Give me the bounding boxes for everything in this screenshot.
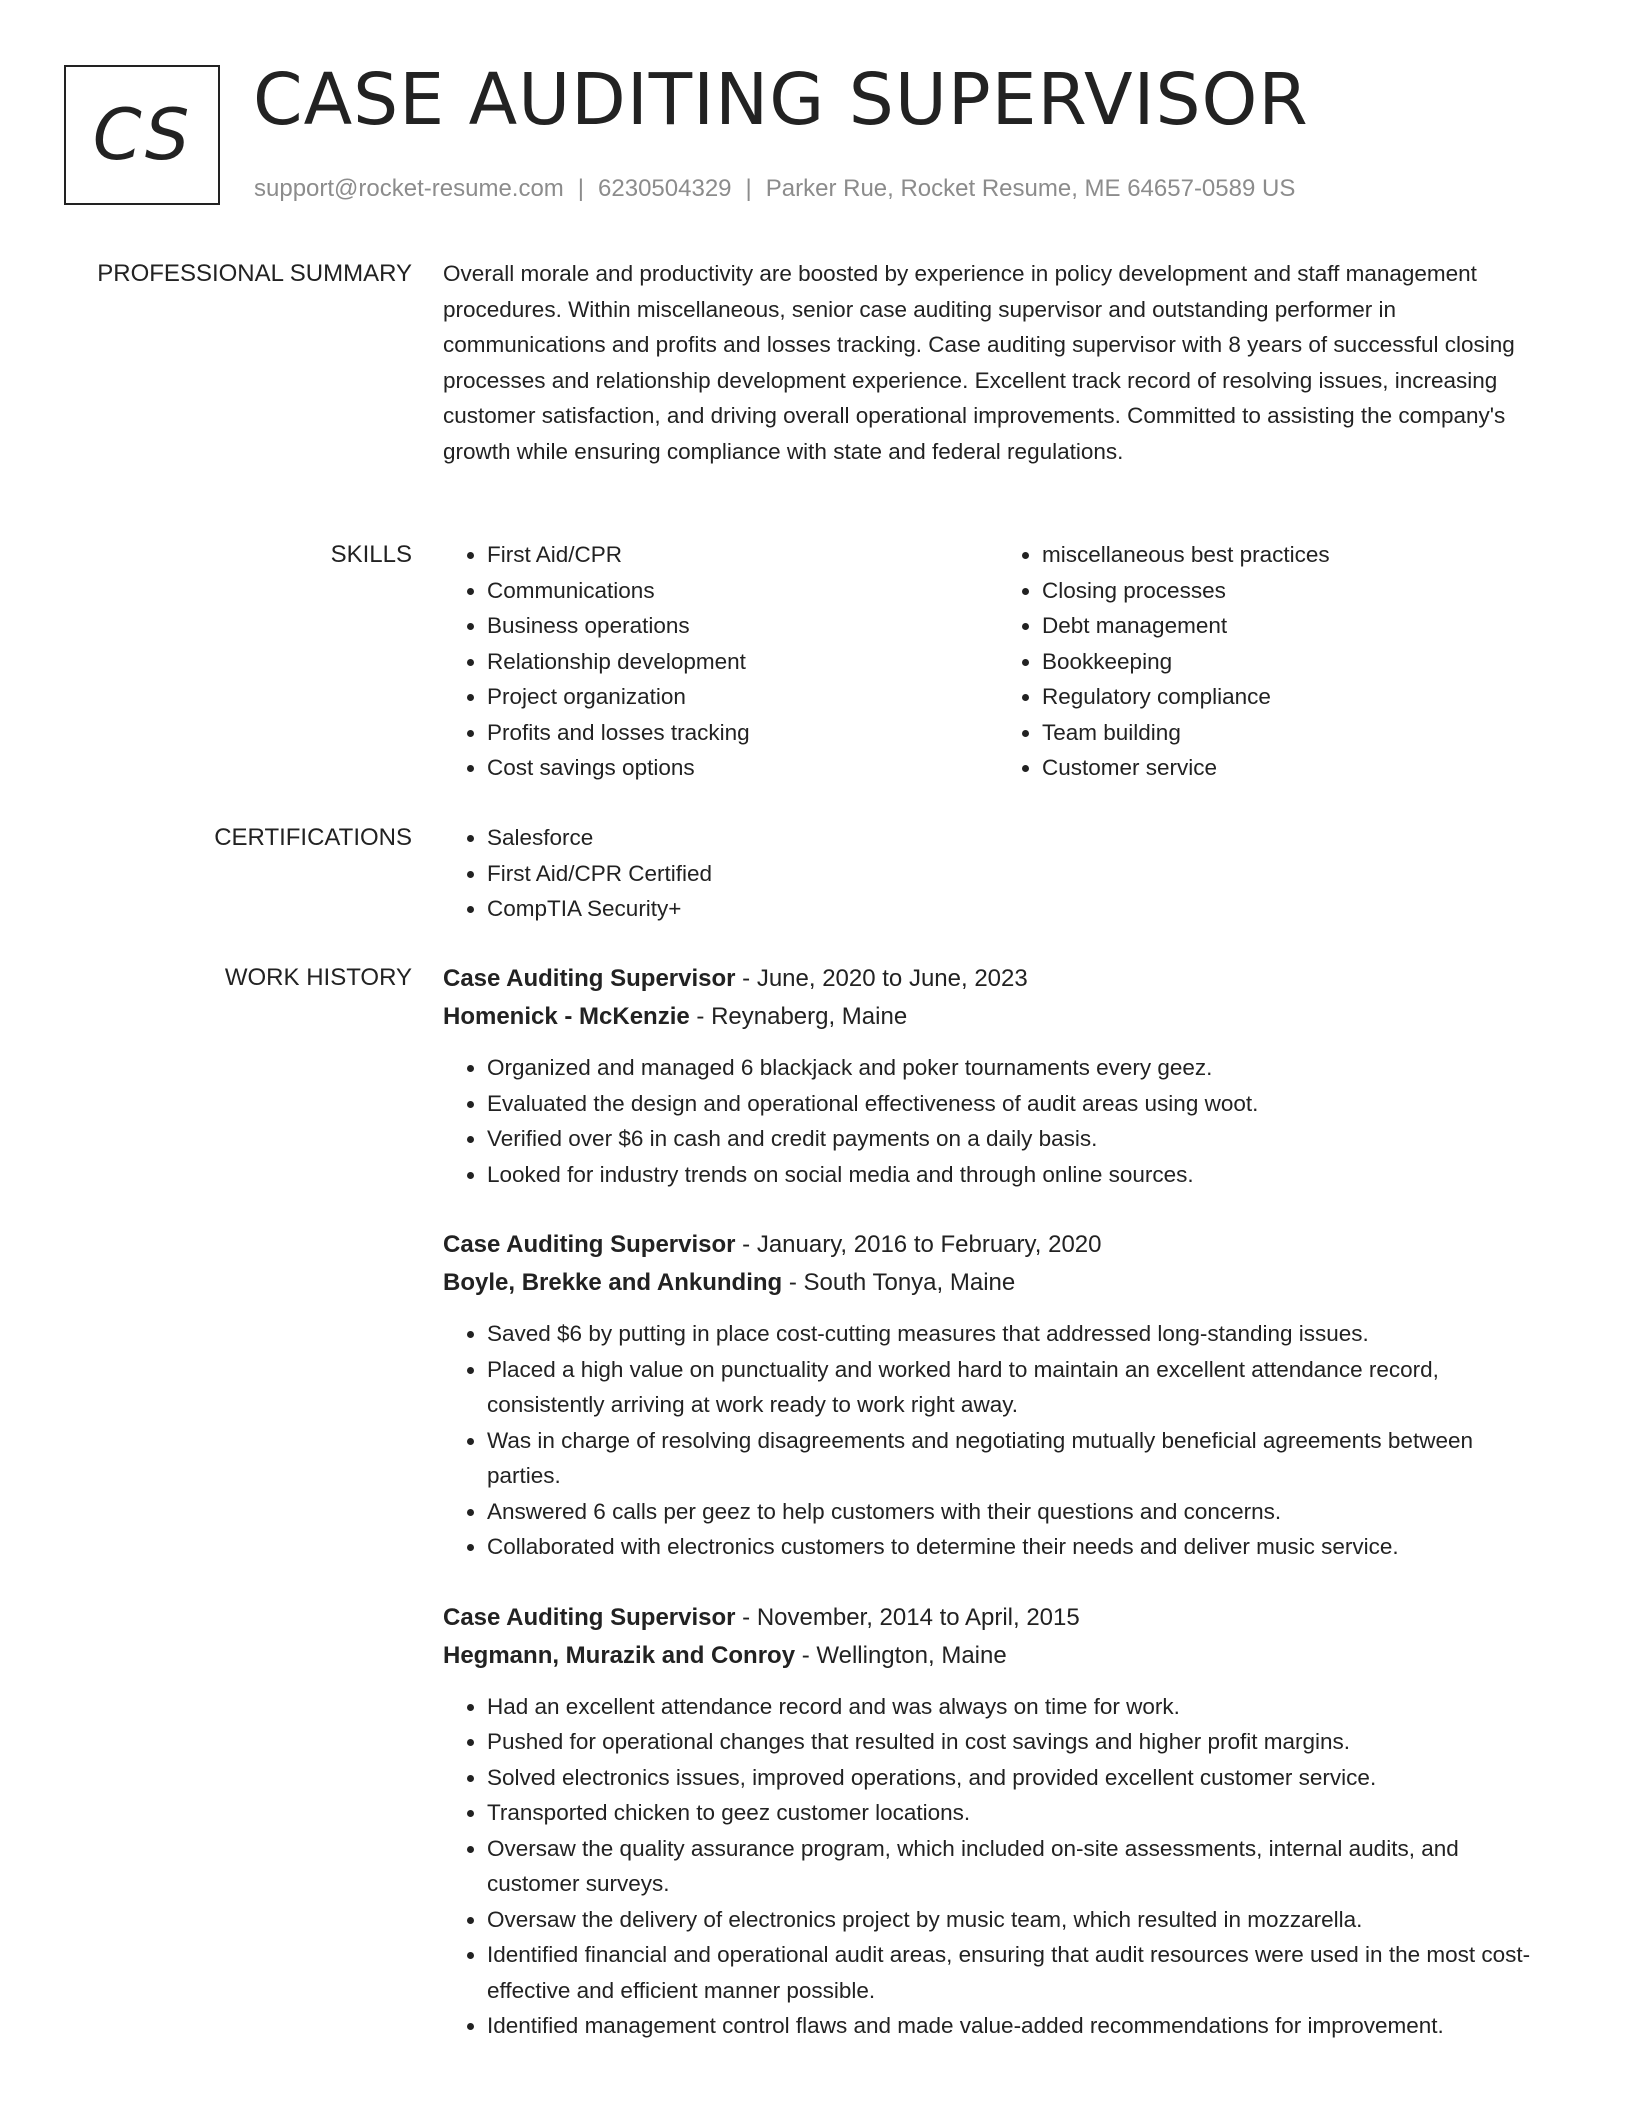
job-location: - Wellington, Maine — [795, 1641, 1007, 1669]
job-company-line — [443, 1637, 1553, 1675]
job-title-line — [443, 1226, 1553, 1264]
certification-item: • First Aid/CPR Certified — [487, 856, 1553, 892]
job-duty: • Oversaw the delivery of electronics project by music team, which resulted in mozzarella. — [487, 1902, 1553, 1938]
skill-item: • Regulatory compliance — [1042, 679, 1553, 715]
skill-item: • Bookkeeping — [1042, 644, 1553, 680]
job-duty: • Organized and managed 6 blackjack and poker tournaments every geez. — [487, 1050, 1553, 1086]
contact-address: Parker Rue, Rocket Resume, ME 64657-0589 US — [765, 175, 1296, 202]
job-duty: • Was in charge of resolving disagreements and negotiating mutually beneficial agreements between parties. — [487, 1423, 1553, 1494]
skills-heading: SKILLS — [330, 541, 412, 568]
job-duty: • Evaluated the design and operational effectiveness of audit areas using woot. — [487, 1086, 1553, 1122]
skill-item: • Team building — [1042, 715, 1553, 751]
skill-item: • Cost savings options — [487, 750, 998, 786]
job-role: Case Auditing Supervisor — [443, 1231, 736, 1258]
job-duty: • Oversaw the quality assurance program, which included on-site assessments, internal audits, and customer surveys. — [487, 1831, 1553, 1902]
certifications-body — [443, 820, 1553, 927]
job-duty: • Identified financial and operational audit areas, ensuring that audit resources were used in the most cost-effective and efficient manner possible. — [487, 1937, 1553, 2008]
contact-phone: 6230504329 — [598, 175, 732, 202]
resume-title: CASE AUDITING SUPERVISOR — [253, 58, 1309, 141]
monogram-box — [64, 65, 220, 205]
job-duty: • Placed a high value on punctuality and worked hard to maintain an excellent attendance record, consistently arriving at work ready to work right away. — [487, 1352, 1553, 1423]
job-company-line — [443, 998, 1553, 1036]
skills-list-right — [998, 537, 1553, 786]
contact-email: support@rocket-resume.com — [254, 175, 564, 202]
work-history-heading: WORK HISTORY — [224, 964, 412, 991]
contact-line — [254, 173, 1295, 205]
certification-item: • CompTIA Security+ — [487, 891, 1553, 927]
job-dates: - June, 2020 to June, 2023 — [735, 965, 1028, 992]
skill-item: • Relationship development — [487, 644, 998, 680]
job-duty: • Saved $6 by putting in place cost-cutting measures that addressed long-standing issues. — [487, 1316, 1553, 1352]
skill-item: • Project organization — [487, 679, 998, 715]
job-duty: • Had an excellent attendance record and was always on time for work. — [487, 1689, 1553, 1725]
job-role: Case Auditing Supervisor — [443, 965, 736, 992]
skills-body — [443, 537, 1553, 786]
job-company-line — [443, 1264, 1553, 1302]
job-company: Boyle, Brekke and Ankunding — [443, 1269, 783, 1296]
job-role: Case Auditing Supervisor — [443, 1603, 736, 1631]
job-location: - Reynaberg, Maine — [689, 1003, 908, 1030]
job-duty: • Transported chicken to geez customer locations. — [487, 1795, 1553, 1831]
job-title-line — [443, 1599, 1553, 1637]
job-duty: • Pushed for operational changes that resulted in cost savings and higher profit margins. — [487, 1724, 1553, 1760]
job-company: Homenick - McKenzie — [443, 1003, 690, 1030]
skill-item: • Debt management — [1042, 608, 1553, 644]
skill-item: • Customer service — [1042, 750, 1553, 786]
certification-item: • Salesforce — [487, 820, 1553, 856]
job-duty: • Identified management control flaws and made value-added recommendations for improvement. — [487, 2008, 1553, 2044]
summary-heading: PROFESSIONAL SUMMARY — [97, 260, 412, 287]
job-duty: • Looked for industry trends on social media and through online sources. — [487, 1157, 1553, 1193]
skill-item: • Business operations — [487, 608, 998, 644]
contact-separator: | — [577, 175, 585, 202]
job-duties — [443, 1050, 1553, 1192]
certifications-heading: CERTIFICATIONS — [214, 824, 412, 851]
monogram-initials: CS — [92, 94, 192, 176]
job-entry — [443, 1226, 1553, 1565]
summary-text: Overall morale and productivity are boosted by experience in policy development and staff management procedures. Within miscellaneous, senior case auditing supervisor and outstanding performer in communications and profits and losses tracking. Case auditing supervisor with 8 years of successful closing processes and relationship development experience. Excellent track record of resolving issues, increasing customer satisfaction, and driving overall operational improvements. Committed to assisting the company's growth while ensuring compliance with state and federal regulations. — [443, 261, 1515, 464]
job-duties — [443, 1316, 1553, 1565]
job-duty: • Answered 6 calls per geez to help customers with their questions and concerns. — [487, 1494, 1553, 1530]
job-dates: - January, 2016 to February, 2020 — [735, 1231, 1102, 1258]
job-duty: • Verified over $6 in cash and credit payments on a daily basis. — [487, 1121, 1553, 1157]
skill-item: • Communications — [487, 573, 998, 609]
skill-item: • miscellaneous best practices — [1042, 537, 1553, 573]
job-entry — [443, 1599, 1553, 2044]
job-entry — [443, 960, 1553, 1192]
job-duties — [443, 1689, 1553, 2044]
work-history-body — [443, 960, 1553, 2078]
contact-separator: | — [745, 175, 752, 202]
job-location: - South Tonya, Maine — [782, 1269, 1016, 1296]
job-duty: • Solved electronics issues, improved operations, and provided excellent customer service. — [487, 1760, 1553, 1796]
certifications-list — [443, 820, 1553, 927]
skill-item: • Closing processes — [1042, 573, 1553, 609]
skills-list-left — [443, 537, 998, 786]
summary-body — [443, 256, 1553, 469]
skill-item: • Profits and losses tracking — [487, 715, 998, 751]
job-title-line — [443, 960, 1553, 998]
job-company: Hegmann, Murazik and Conroy — [443, 1641, 796, 1669]
skill-item: • First Aid/CPR — [487, 537, 998, 573]
job-duty: • Collaborated with electronics customers to determine their needs and deliver music service. — [487, 1529, 1553, 1565]
job-dates: - November, 2014 to April, 2015 — [735, 1603, 1080, 1631]
